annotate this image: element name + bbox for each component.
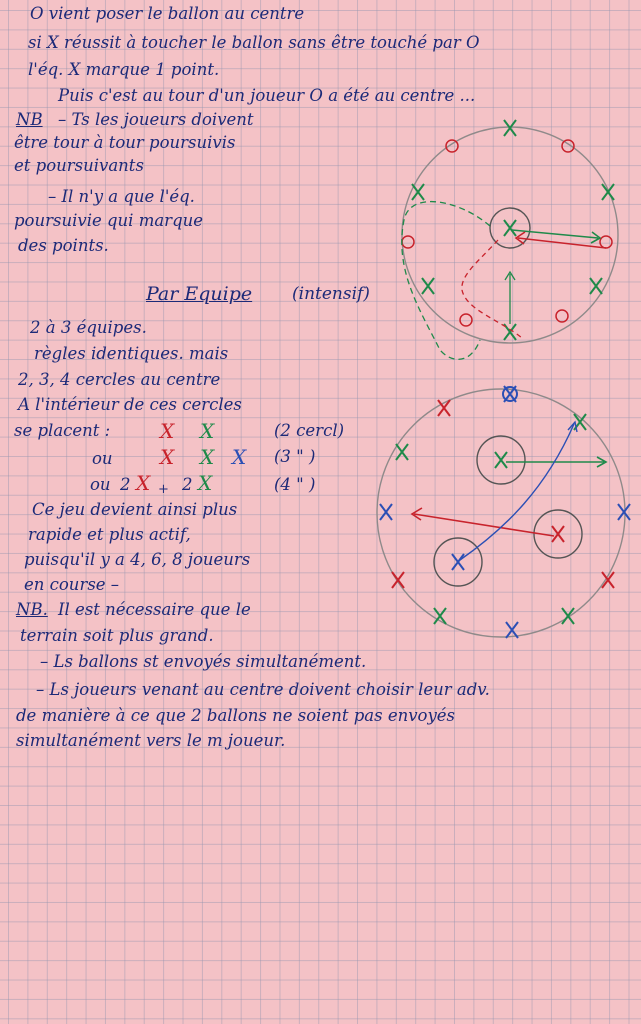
nb-line-3: et poursuivants <box>14 156 144 175</box>
o-player <box>600 236 612 248</box>
nb2-label: NB. <box>16 600 48 619</box>
o-player <box>460 314 472 326</box>
nb2-line-3: – Ls ballons st envoyés simultanément. <box>40 652 367 671</box>
equipe-line-5: se placent : <box>14 421 111 440</box>
desc-line-1: Ce jeu devient ainsi plus <box>32 500 238 519</box>
o-player <box>556 310 568 322</box>
x-player <box>412 184 424 200</box>
x-center-blue <box>452 554 464 570</box>
nb2-line-2: terrain soit plus grand. <box>20 626 214 645</box>
red-arrow <box>414 514 554 536</box>
section-subtitle: (intensif) <box>292 284 370 304</box>
nb-label: NB <box>16 110 43 129</box>
equipe-line-2: règles identiques. mais <box>34 344 229 363</box>
x-player-blue <box>506 622 518 638</box>
row2-x-red: X <box>160 445 175 469</box>
blue-arrow <box>460 424 574 560</box>
x-center-player <box>504 220 516 236</box>
text-line-2: si X réussit à toucher le ballon sans être touché par O <box>28 33 480 52</box>
row3-ou: ou <box>90 475 111 494</box>
nb-line-1: – Ts les joueurs doivent <box>58 110 254 129</box>
nb-line-4: – Il n'y a que l'éq. <box>48 187 195 206</box>
green-arrow <box>512 230 598 238</box>
section-title: Par Equipe <box>146 283 253 305</box>
row2-ou: ou <box>92 449 113 468</box>
nb2-line-5: de manière à ce que 2 ballons ne soient pas envoyés <box>16 706 456 725</box>
nb-line-2: être tour à tour poursuivis <box>14 133 236 152</box>
desc-line-4: en course – <box>24 575 120 594</box>
row3-plus: + <box>158 482 169 497</box>
x-player-red <box>392 572 404 588</box>
row3-label: (4 " ) <box>274 475 316 494</box>
desc-line-2: rapide et plus actif, <box>28 525 191 544</box>
row3-x-green: X <box>198 471 213 495</box>
nb-line-6: des points. <box>18 236 109 255</box>
row2-label: (3 " ) <box>274 447 316 466</box>
x-player <box>590 278 602 294</box>
x-player <box>422 278 434 294</box>
equipe-line-1: 2 à 3 équipes. <box>30 318 147 337</box>
x-player-green <box>396 444 408 460</box>
row1-x-green: X <box>200 419 215 443</box>
equipe-line-4: A l'intérieur de ces cercles <box>18 395 242 414</box>
nb-line-5: poursuivie qui marque <box>14 211 204 230</box>
desc-line-3: puisqu'il y a 4, 6, 8 joueurs <box>24 550 251 569</box>
row3-two-b: 2 <box>182 475 193 494</box>
nb2-line-4: – Ls joueurs venant au centre doivent choisir leur adv. <box>36 680 490 699</box>
text-line-3: l'éq. X marque 1 point. <box>28 60 220 79</box>
row3-two-a: 2 <box>120 475 131 494</box>
red-arrow <box>518 238 606 248</box>
x-player <box>602 184 614 200</box>
row1-label: (2 cercl) <box>274 421 345 440</box>
o-player <box>402 236 414 248</box>
x-player <box>504 120 516 136</box>
diagram-team-circles <box>366 378 636 648</box>
row3-x-red: X <box>136 471 151 495</box>
row2-x-blue: X <box>232 445 247 469</box>
x-player-green <box>562 608 574 624</box>
row1-x-red: X <box>160 419 175 443</box>
green-dashed-run <box>402 202 490 360</box>
nb2-line-1: Il est nécessaire que le <box>58 600 251 619</box>
x-center-green <box>495 452 507 468</box>
equipe-line-3: 2, 3, 4 cercles au centre <box>18 370 221 389</box>
diagram-one-circle <box>370 110 630 370</box>
text-line-4: Puis c'est au tour d'un joueur O a été au centre ... <box>58 86 476 105</box>
x-player-blue <box>618 504 630 520</box>
x-center-red <box>552 526 564 542</box>
row2-x-green: X <box>200 445 215 469</box>
x-player-blue <box>380 504 392 520</box>
text-line-1: O vient poser le ballon au centre <box>30 4 305 23</box>
nb2-line-6: simultanément vers le m joueur. <box>16 731 286 750</box>
